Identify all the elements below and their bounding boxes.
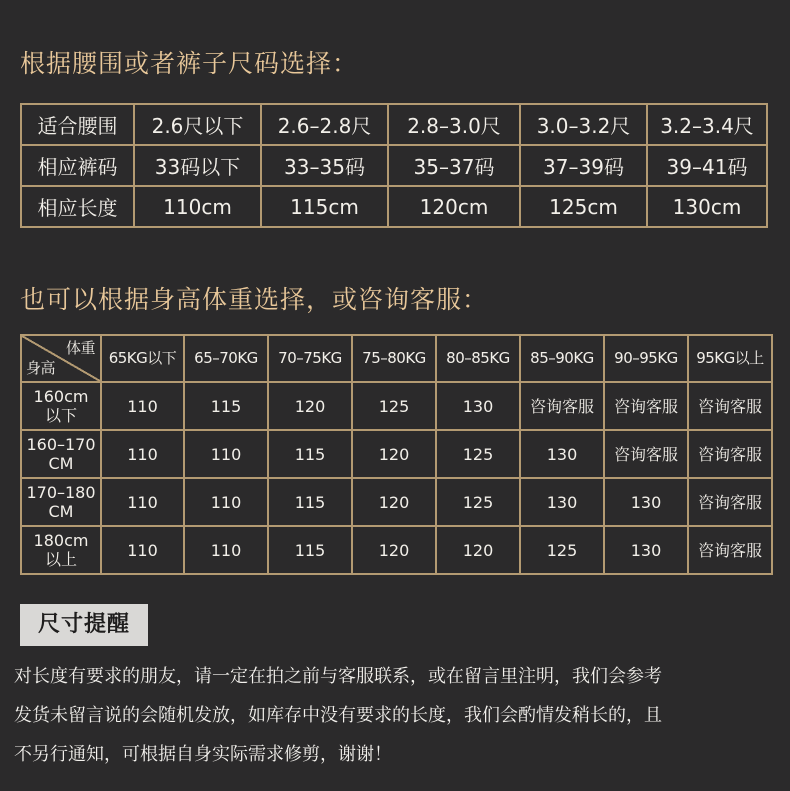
table-cell: 110: [184, 478, 268, 526]
table-cell: 125: [520, 526, 604, 574]
table-cell: 110: [184, 526, 268, 574]
waist-section-title: 根据腰围或者裤子尺码选择：: [20, 49, 359, 78]
pants-size-row: [21, 145, 767, 186]
table-cell: 115: [268, 430, 352, 478]
table-cell: 37–39码: [520, 145, 647, 186]
table-cell: 115: [184, 382, 268, 430]
table-cell: 咨询客服: [688, 430, 772, 478]
reminder-line: 对长度有要求的朋友，请一定在拍之前与客服联系，或在留言里注明，我们会参考: [14, 666, 662, 687]
table-cell: 120cm: [388, 186, 520, 227]
weight-header: 80–85KG: [436, 335, 520, 382]
table-cell: 2.6尺以下: [134, 104, 261, 145]
height-header: [21, 430, 101, 478]
height-line: CM: [48, 502, 74, 521]
height-weight-section-title: 也可以根据身高体重选择，或咨询客服：: [20, 285, 489, 314]
table-cell: 125: [436, 478, 520, 526]
table-cell: 咨询客服: [688, 382, 772, 430]
weight-header-row: [21, 335, 772, 382]
table-cell: 110: [184, 430, 268, 478]
table-cell: 120: [436, 526, 520, 574]
table-cell: 33–35码: [261, 145, 388, 186]
table-cell: 110: [101, 430, 184, 478]
height-line: 180cm: [33, 531, 89, 550]
table-row: [21, 478, 772, 526]
table-cell: 咨询客服: [688, 478, 772, 526]
table-row: [21, 430, 772, 478]
height-line: 170–180: [26, 483, 96, 502]
table-cell: 115cm: [261, 186, 388, 227]
length-row: [21, 186, 767, 227]
table-cell: 110: [101, 382, 184, 430]
weight-header: 90–95KG: [604, 335, 688, 382]
table-cell: 130: [520, 430, 604, 478]
height-header: [21, 526, 101, 574]
height-header: [21, 382, 101, 430]
table-cell: 115: [268, 478, 352, 526]
corner-header-cell: [21, 335, 101, 382]
weight-header: 70–75KG: [268, 335, 352, 382]
table-cell: 咨询客服: [520, 382, 604, 430]
table-cell: 120: [352, 526, 436, 574]
table-cell: 130: [520, 478, 604, 526]
table-cell: 125: [436, 430, 520, 478]
table-cell: 35–37码: [388, 145, 520, 186]
table-row: [21, 526, 772, 574]
table-cell: 125: [352, 382, 436, 430]
table-cell: 2.6–2.8尺: [261, 104, 388, 145]
table-cell: 3.2–3.4尺: [647, 104, 767, 145]
height-header: [21, 478, 101, 526]
table-cell: 120: [352, 478, 436, 526]
height-line: 以上: [44, 550, 77, 569]
table-row: [21, 382, 772, 430]
reminder-line: 发货未留言说的会随机发放，如库存中没有要求的长度，我们会酌情发稍长的，且: [14, 705, 662, 726]
table-cell: 110cm: [134, 186, 261, 227]
table-cell: 咨询客服: [604, 430, 688, 478]
waist-row: [21, 104, 767, 145]
table-cell: 咨询客服: [688, 526, 772, 574]
weight-header: 65–70KG: [184, 335, 268, 382]
table-cell: 咨询客服: [604, 382, 688, 430]
table-cell: 130cm: [647, 186, 767, 227]
weight-header: 75–80KG: [352, 335, 436, 382]
reminder-line: 不另行通知，可根据自身实际需求修剪，谢谢！: [14, 744, 392, 765]
height-axis-label: 身高: [26, 359, 56, 377]
reminder-text: [14, 657, 774, 774]
table-cell: 130: [436, 382, 520, 430]
height-line: 以下: [44, 406, 77, 425]
row-header: 适合腰围: [21, 104, 134, 145]
row-header: 相应裤码: [21, 145, 134, 186]
table-cell: 130: [604, 526, 688, 574]
table-cell: 2.8–3.0尺: [388, 104, 520, 145]
table-cell: 115: [268, 526, 352, 574]
weight-header: 85–90KG: [520, 335, 604, 382]
weight-header: 65KG以下: [101, 335, 184, 382]
height-line: 160–170: [26, 435, 96, 454]
table-cell: 33码以下: [134, 145, 261, 186]
height-weight-table: [20, 334, 773, 575]
weight-header: 95KG以上: [688, 335, 772, 382]
weight-axis-label: 体重: [65, 339, 95, 357]
table-cell: 39–41码: [647, 145, 767, 186]
table-cell: 125cm: [520, 186, 647, 227]
height-line: 160cm: [33, 387, 89, 406]
table-cell: 130: [604, 478, 688, 526]
table-cell: 120: [268, 382, 352, 430]
height-line: CM: [48, 454, 74, 473]
waist-size-table: [20, 103, 768, 228]
size-reminder-tag: 尺寸提醒: [20, 604, 148, 646]
table-cell: 120: [352, 430, 436, 478]
table-cell: 110: [101, 526, 184, 574]
row-header: 相应长度: [21, 186, 134, 227]
table-cell: 3.0–3.2尺: [520, 104, 647, 145]
table-cell: 110: [101, 478, 184, 526]
